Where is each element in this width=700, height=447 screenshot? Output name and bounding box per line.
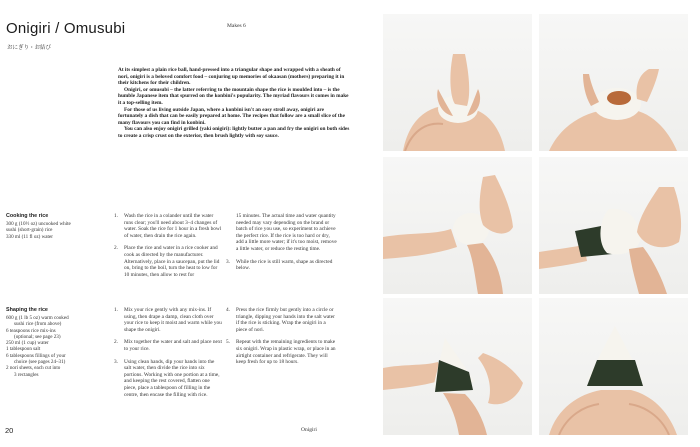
method-cooking-col1 — [114, 213, 222, 284]
intro-paragraph: For those of us living outside Japan, where a konbini isn't an easy stroll away, onigiri are fortunately a dish that can be easily prepared at home. The recipes that follow are a small slice of the many flavours you can find in konbini. — [118, 106, 345, 126]
hands-presenting-finished-onigiri-illustration — [539, 298, 688, 435]
ingredient-list-shaping — [6, 315, 69, 378]
hands-cupping-rice-ball-illustration — [383, 14, 532, 151]
ingredient-line: sushi (short-grain) rice — [6, 227, 53, 234]
section-heading-cooking: Cooking the rice — [6, 213, 49, 219]
method-step: 5. Repeat with the remaining ingredients to make six onigiri. Wrap in plastic wrap, or place in an airtight container and refrigerate. They will keep fresh for up to 18 hours. — [226, 339, 336, 366]
step-photo-5 — [383, 298, 532, 435]
ingredient-line: 6 tablespoons fillings of your — [6, 352, 66, 359]
hands-shaping-triangle-with-nori-illustration — [539, 157, 688, 294]
ingredient-line: 250 ml (1 cup) water — [6, 340, 49, 347]
intro-paragraph: At its simplest a plain rice ball, hand-pressed into a triangular shape and wrapped with a sheath of nori, onigiri is a beloved comfort food – conjuring up memories of okaasan (mothers) preparing it in their kitchens for their children. — [118, 67, 345, 87]
step-photo-1 — [383, 14, 532, 151]
step-photo-6 — [539, 298, 688, 435]
ingredient-line: (optional; see page 23) — [14, 333, 61, 340]
hands-holding-wrapped-onigiri-illustration — [383, 298, 532, 435]
ingredient-line: 300 g (10½ oz) uncooked white — [6, 221, 71, 227]
method-step: 3. While the rice is still warm, shape as directed below. — [226, 258, 333, 272]
ingredient-line: 3 rectangles — [14, 371, 39, 378]
ingredient-line: 6 teaspoons rice mix-ins — [6, 327, 56, 334]
ingredient-list-cooking — [6, 221, 71, 240]
method-cooking-col2 — [226, 213, 338, 278]
method-step: 1. Wash the rice in a colander until the water runs clear; you'll need about 3–4 changes of water. Soak the rice for 1 hour in a fresh bowl of water, then drain the rice again. — [114, 213, 222, 239]
method-step: 2. Mix together the water and salt and place next to your rice. — [114, 339, 222, 352]
step-photo-2 — [539, 14, 688, 151]
japanese-subtitle: おにぎり・お結び — [7, 45, 52, 51]
yield-label: Makes 6 — [227, 23, 246, 29]
method-step: 3. Using clean hands, dip your hands into the salt water, then divide the rice into six portions. Working with one portion at a time, and keeping the rest covered, flatten one piece, place a tablespoon of filling in the centre, then encase the filling with rice. — [114, 358, 220, 398]
ingredient-line: sushi rice (from above) — [14, 321, 62, 328]
method-step: 15 minutes. The actual time and water quantity needed may vary depending on the brand or batch of rice you use, so experiment to achieve the perfect rice. If the rice is too hard or dry, add a little more water; if it's too moist, remove a little water, or reduce the resting time. — [236, 213, 337, 252]
method-shaping-col1 — [114, 307, 222, 404]
ingredient-line: 330 ml (11 fl oz) water — [6, 233, 53, 240]
method-shaping-col2 — [226, 307, 338, 372]
ingredient-line: 2 nori sheets, each cut into — [6, 365, 61, 372]
page-number: 20 — [5, 426, 14, 435]
step-photo-4 — [539, 157, 688, 294]
running-footer: Onigiri — [301, 427, 317, 433]
ingredient-line: 600 g (1 lb 5 oz) warm cooked — [6, 315, 69, 321]
ingredient-line: choice (see pages 24–31) — [14, 359, 66, 366]
ingredient-line: 1 tablespoon salt — [6, 346, 41, 353]
method-step: 2. Place the rice and water in a rice cooker and cook as directed by the manufacturer. Alternatively, place in a saucepan, put the lid on, bring to the boil, turn the heat to low for 10 minutes, then allow to rest for — [114, 245, 220, 278]
method-step: 4. Press the rice firmly but gently into a circle or triangle, dipping your hands into the salt water if the rice is sticking. Wrap the onigiri in a piece of nori. — [226, 307, 335, 333]
hands-pressing-rice-ball-illustration — [383, 157, 532, 294]
page-title: Onigiri / Omusubi — [6, 20, 126, 37]
intro-paragraph: You can also enjoy onigiri grilled (yaki onigiri): lightly butter a pan and fry the onigiri on both sides to create a crisp crust on the exterior, then brush lightly with soy sauce. — [118, 126, 350, 139]
intro-text — [118, 67, 350, 140]
step-photo-3 — [383, 157, 532, 294]
method-step: 1. Mix your rice gently with any mix-ins. If using, then drape a damp, clean cloth over your rice to keep it moist and warm while you shape the onigiri. — [114, 307, 222, 333]
intro-paragraph: Onigiri, or omusubi – the latter referring to the mountain shape the rice is moulded into – is the humble Japanese item that spurred on the konbini's popularity. The myriad flavours it comes in make it a top-selling item. — [118, 86, 349, 106]
hands-with-filling-on-rice-illustration — [539, 14, 688, 151]
section-heading-shaping: Shaping the rice — [6, 307, 48, 313]
